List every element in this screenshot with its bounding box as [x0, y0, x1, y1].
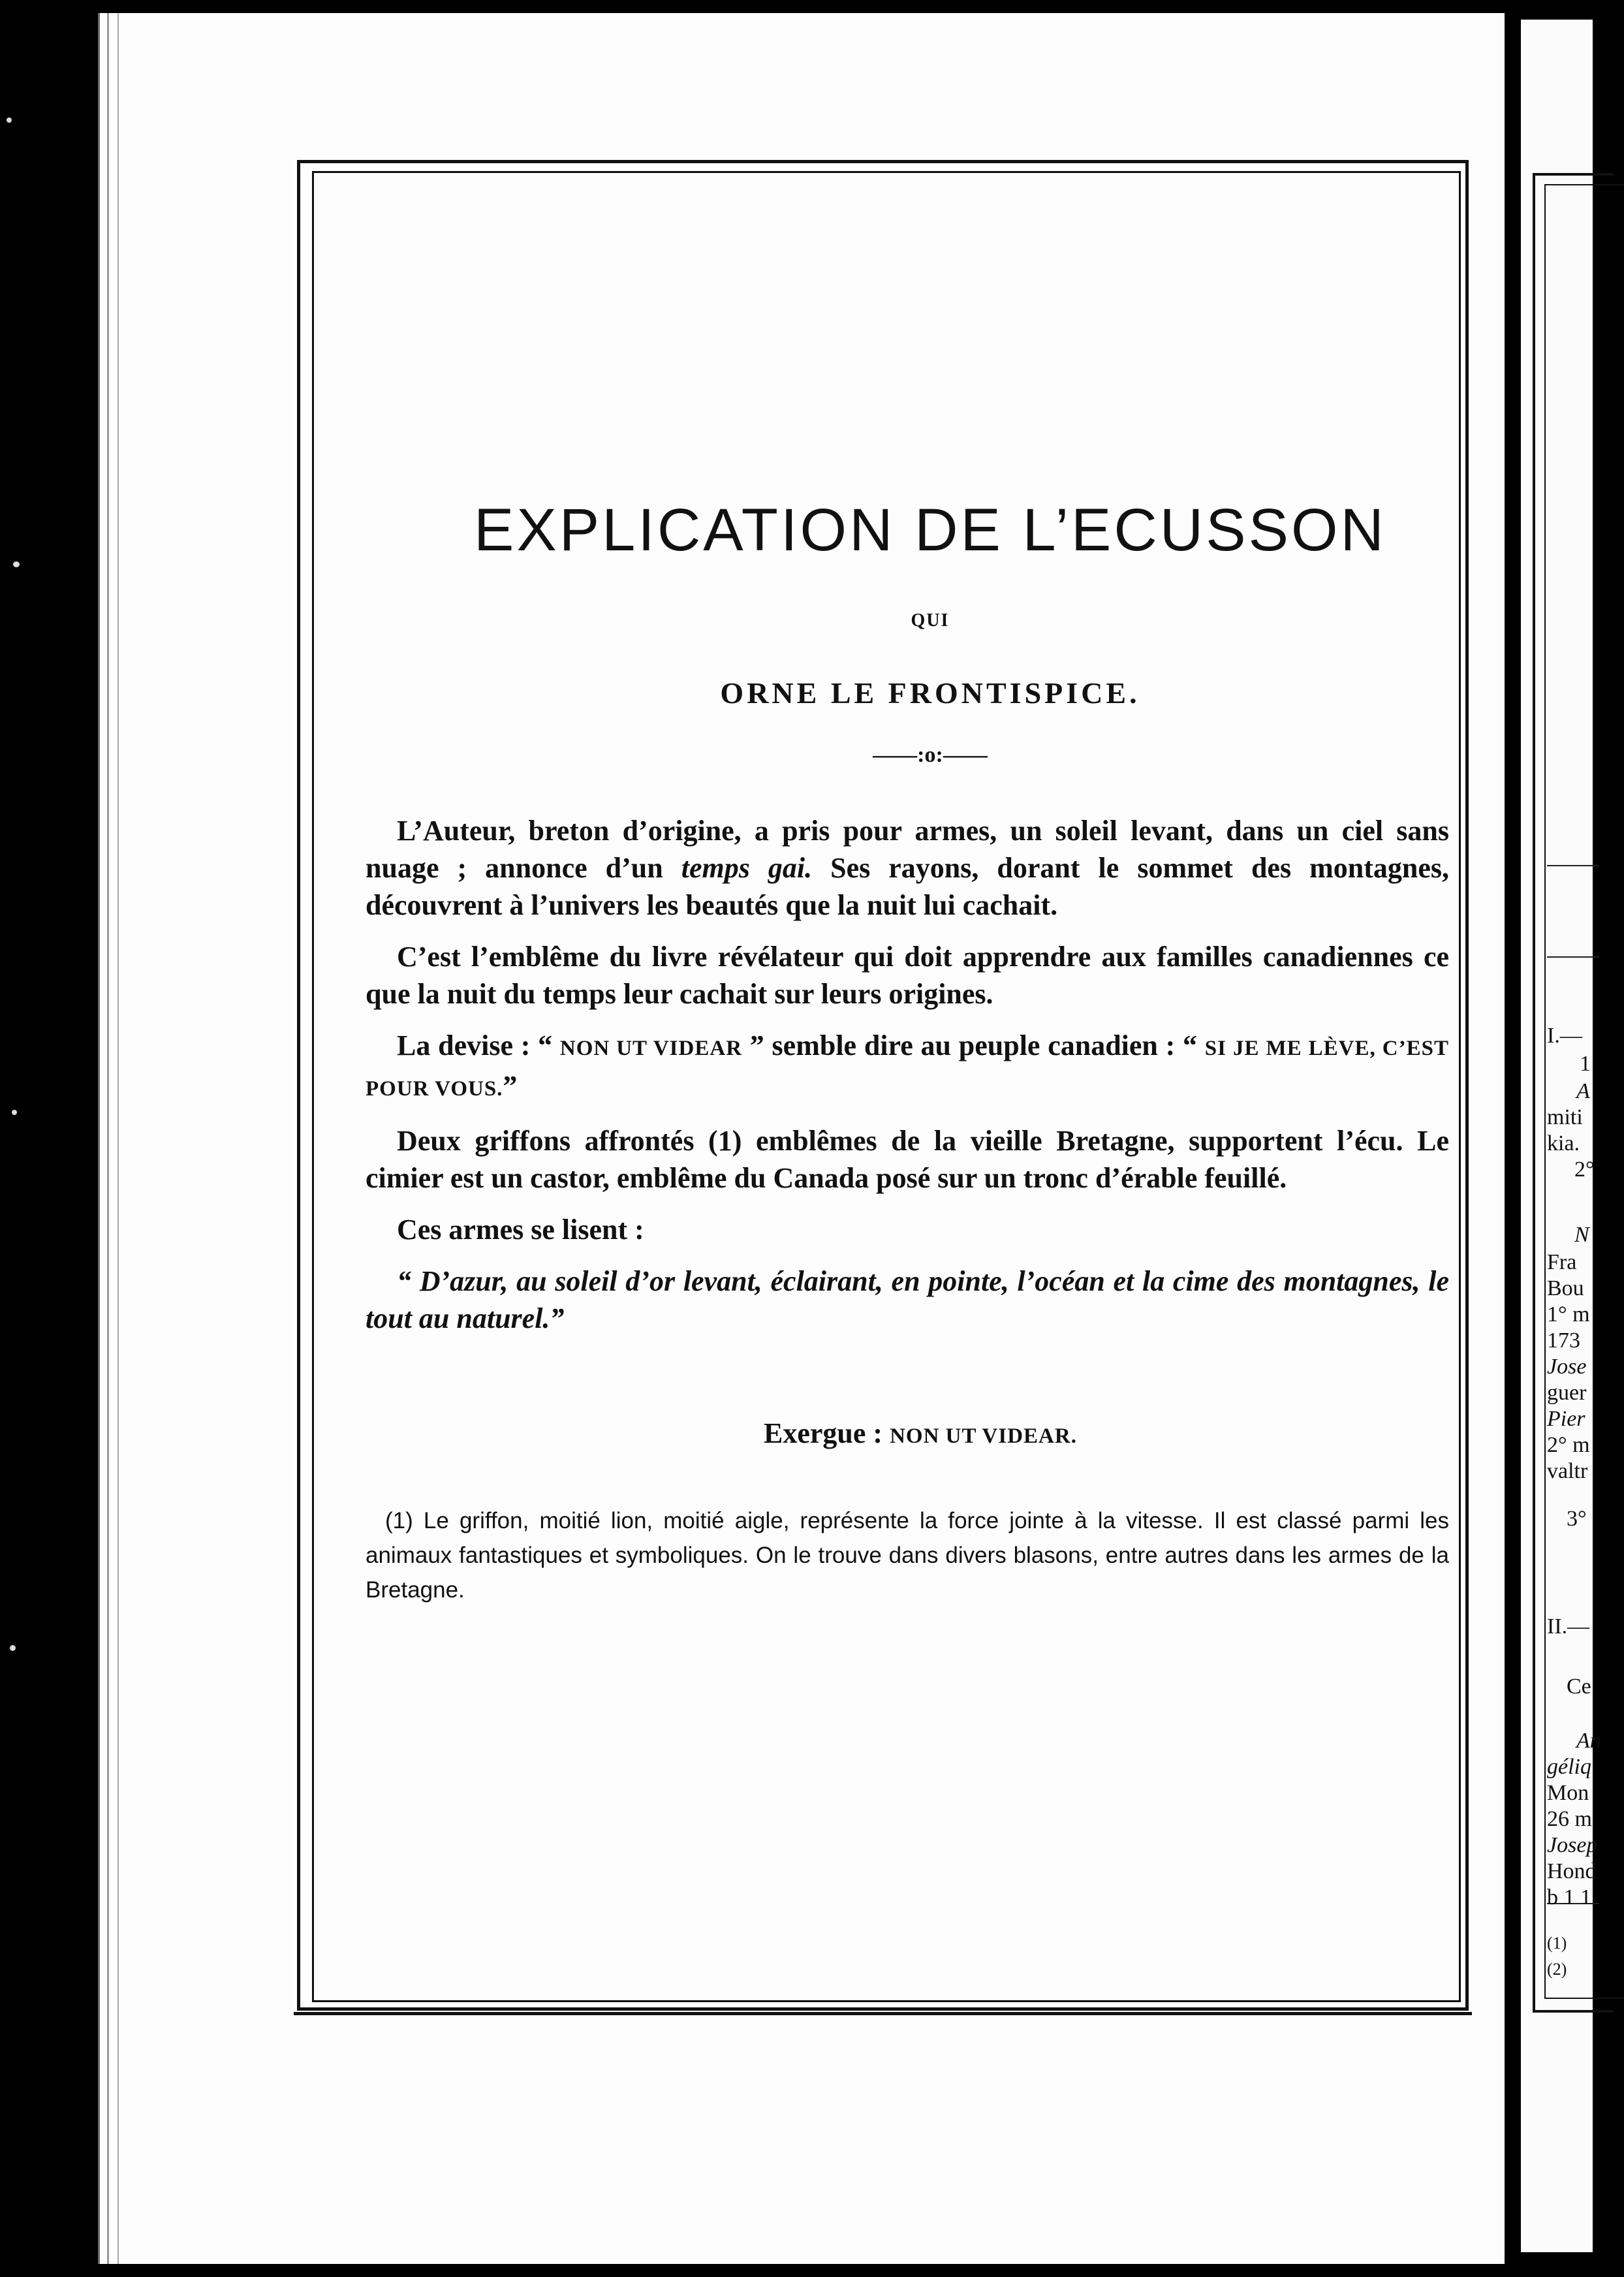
adjacent-text-fragment: Jose: [1547, 1355, 1587, 1379]
title-connector: QUI: [911, 610, 950, 631]
frame-bottom-rule: [294, 2012, 1472, 2015]
adjacent-text-fragment: guer: [1547, 1381, 1587, 1405]
adjacent-text-fragment: N: [1574, 1223, 1589, 1247]
scan-speck: [7, 118, 12, 123]
adjacent-text-fragment: 1: [1580, 1052, 1591, 1076]
adjacent-text-fragment: kia.: [1547, 1131, 1580, 1155]
paragraph: L’Auteur, breton d’origine, a pris pour armes, un soleil levant, dans un ciel sans nuage ; annonce d’un temps gai. Ses rayons, dorant le sommet des montagnes, découvrent à l’univers les beautés que la nuit lui cachait.: [366, 815, 1449, 921]
page-title: EXPLICATION DE L’ECUSSON: [474, 497, 1386, 563]
adjacent-text-fragment: Josep: [1547, 1833, 1598, 1857]
paragraph: La devise : “ NON UT VIDEAR ” semble dire au peuple canadien : “ SI JE ME LÈVE, C’EST POUR VOUS.”: [366, 1029, 1449, 1102]
footnote: (1) Le griffon, moitié lion, moitié aigle, représente la force jointe à la vitesse. Il est classé parmi les animaux fantastiques et symboliques. On le trouve dans divers blasons, entre autres dans les armes de la Bretagne.: [366, 1508, 1449, 1603]
adjacent-text-fragment: 26 m: [1547, 1807, 1592, 1831]
adjacent-text-fragment: Hond: [1547, 1859, 1597, 1883]
adjacent-text-fragment: I.—: [1547, 1024, 1582, 1048]
adjacent-footnote-marker: (2): [1547, 1960, 1567, 1979]
adjacent-text-fragment: géliq: [1547, 1755, 1591, 1779]
adjacent-text-fragment: b 1 1: [1547, 1885, 1591, 1909]
adjacent-text-fragment: 173: [1547, 1328, 1580, 1353]
page-content: [366, 496, 1449, 1607]
page-subtitle: ORNE LE FRONTISPICE.: [720, 676, 1140, 710]
page-edge-line: [98, 13, 100, 2264]
body-text: [366, 812, 1449, 1337]
adjacent-text-fragment: miti: [1547, 1105, 1583, 1129]
adjacent-rule: [1547, 956, 1599, 958]
adjacent-text-fragment: A: [1576, 1079, 1590, 1103]
paragraph: Ces armes se lisent :: [397, 1214, 644, 1246]
adjacent-text-fragment: Ce: [1567, 1674, 1591, 1699]
separator-ornament: ——:o:——: [873, 743, 988, 767]
paragraph: C’est l’emblême du livre révélateur qui doit apprendre aux familles canadiennes ce que la nuit du temps leur cachait sur leurs origines.: [366, 941, 1449, 1010]
adjacent-page: [1521, 20, 1601, 2252]
adjacent-text-fragment: Pier: [1547, 1407, 1585, 1431]
adjacent-text-fragment: Bou: [1547, 1276, 1584, 1300]
blazon-motto: “ D’azur, au soleil d’or levant, éclairant, en pointe, l’océan et la cime des montagnes, le tout au naturel.”: [366, 1265, 1449, 1334]
adjacent-text-fragment: II.—: [1547, 1614, 1590, 1639]
exergue-motto: NON UT VIDEAR.: [890, 1424, 1077, 1448]
adjacent-text-fragment: Fra: [1547, 1250, 1577, 1274]
adjacent-text-fragment: 2° m: [1547, 1433, 1590, 1457]
scan-speck: [13, 561, 20, 567]
adjacent-text-fragment: 3°: [1567, 1507, 1587, 1531]
adjacent-text-fragment: 1° m: [1547, 1302, 1590, 1327]
adjacent-text-fragment: Mon: [1547, 1781, 1589, 1805]
paragraph: Deux griffons affrontés (1) emblêmes de la vieille Bretagne, supportent l’écu. Le cimier est un castor, emblême du Canada posé sur un tronc d’érable feuillé.: [366, 1125, 1449, 1194]
scan-speck: [10, 1645, 16, 1651]
page-edge-line: [107, 13, 109, 2264]
exergue-label: Exergue :: [764, 1417, 883, 1449]
adjacent-text-fragment: 2°: [1574, 1157, 1595, 1182]
exergue: [366, 1417, 1449, 1450]
adjacent-rule: [1547, 865, 1599, 866]
adjacent-footnote-marker: (1): [1547, 1934, 1567, 1953]
scan-speck: [12, 1110, 17, 1115]
adjacent-text-fragment: An: [1576, 1729, 1601, 1753]
page-edge-line: [117, 13, 119, 2264]
adjacent-text-fragment: valtr: [1547, 1459, 1588, 1483]
